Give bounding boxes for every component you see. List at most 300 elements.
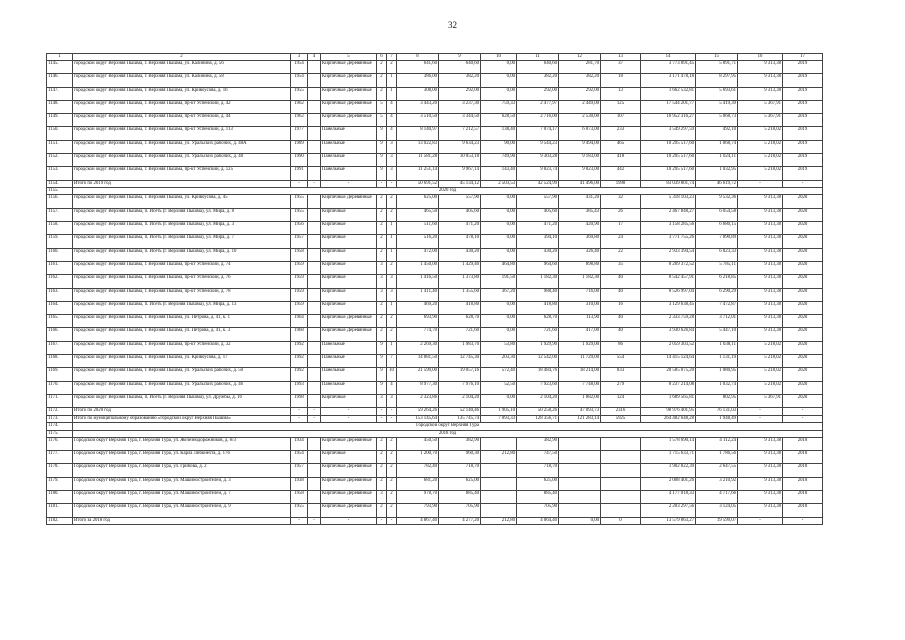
premises-area: 430,20 (439, 248, 481, 261)
build-year: 1962 (291, 114, 308, 127)
floors: 3 (377, 490, 387, 503)
wall-material: Кирпичные (321, 208, 377, 221)
entrances: 2 (387, 477, 397, 490)
cost-per-sqm: 76 131,03 (696, 408, 738, 416)
nonresidential-area (481, 477, 517, 490)
build-year: 1959 (291, 288, 308, 301)
planned-year: 2020 (783, 328, 823, 341)
build-year: 1954 (291, 61, 308, 74)
build-year: 1968 (291, 328, 308, 341)
nonresidential-area: 0,00 (481, 208, 517, 221)
residential-area: 292,00 (517, 87, 559, 100)
premises-area: 12 745,30 (439, 355, 481, 368)
residential-area: 721,60 (517, 328, 559, 341)
cost-per-sqm: 19 599,07 (696, 517, 738, 525)
dash-cell: - (783, 517, 823, 525)
dash-cell: - (377, 408, 387, 416)
entrances: 7 (387, 355, 397, 368)
column-number: 11 (517, 54, 559, 61)
nonresidential-area (481, 437, 517, 450)
total-area: 2 323,86 (397, 394, 439, 407)
row-number: 1148. (47, 100, 73, 113)
row-number: 1172. (47, 408, 73, 416)
address-cell: городской округ Верхняя Пышма, п. Исеть (г. Верхняя Пышма), ул. Дружбы, д. 16 (73, 394, 291, 407)
table-row (47, 451, 823, 464)
table-row (47, 195, 823, 208)
row-number: 1171. (47, 394, 73, 407)
table-row (47, 368, 823, 381)
max-cost-per-sqm: 9 313,38 (738, 261, 783, 274)
address-cell: городской округ Верхняя Пышма, г. Верхняя Пышма, пр-кт Успенский, д. 125 (73, 167, 291, 180)
residents-count (601, 490, 641, 503)
wall-material: Панельные (321, 341, 377, 354)
dash-cell: - (387, 408, 397, 416)
max-cost-per-sqm: 9 313,38 (738, 222, 783, 235)
floors: 9 (377, 127, 387, 140)
residential-owners-area: 292,00 (559, 87, 601, 100)
wall-material: Панельные (321, 140, 377, 153)
planned-year: 2018 (783, 490, 823, 503)
address-cell: городской округ Верхняя Пышма, г. Верхняя Пышма, ул. Петрова, д. 41, к. 1 (73, 315, 291, 328)
cost-per-sqm: 5 891,71 (696, 61, 738, 74)
address-cell: Городской округ Верхняя Тура, г. Верхняя Тура, ул. Карла Либкнехта, д. 176 (73, 451, 291, 464)
entrances: 2 (387, 464, 397, 477)
premises-area: 4 277,20 (439, 517, 481, 525)
address-cell: городской округ Верхняя Пышма, г. Верхняя Пышма, пр-кт Успенский, д. 113 (73, 127, 291, 140)
cost-per-sqm: 1 032,95 (696, 167, 738, 180)
planned-year: 2019 (783, 100, 823, 113)
row-number: 1161. (47, 261, 73, 274)
nonresidential-area: 0,00 (481, 301, 517, 314)
residential-owners-area: 2 449,00 (559, 100, 601, 113)
floors: 2 (377, 301, 387, 314)
nonresidential-area: 212,80 (481, 451, 517, 464)
residents-count: 37 (601, 61, 641, 74)
max-cost-per-sqm: 5 218,02 (738, 154, 783, 167)
repair-cost: 1 715 633,71 (641, 451, 696, 464)
col4 (308, 451, 321, 464)
nonresidential-area: 191,50 (481, 275, 517, 288)
total-area: 11 251,14 (397, 167, 439, 180)
cost-per-sqm: 8 297,95 (696, 74, 738, 87)
column-number: 17 (783, 54, 823, 61)
total-label: Итого по муниципальному образованию «городской округ Верхняя Пышма» (73, 415, 291, 423)
residents-count: 35 (601, 261, 641, 274)
residential-area: 640,60 (517, 61, 559, 74)
floors: 2 (377, 222, 387, 235)
repair-cost: 3 158 285,56 (641, 222, 696, 235)
residents-count: 40 (601, 328, 641, 341)
col4 (308, 301, 321, 314)
residents-count (601, 437, 641, 450)
nonresidential-area: 138,40 (481, 127, 517, 140)
nonresidential-area: 0,00 (481, 248, 517, 261)
residential-area: 9 544,23 (517, 140, 559, 153)
planned-year: 2019 (783, 74, 823, 87)
dash-cell: - (377, 180, 387, 188)
column-number: 4 (308, 54, 321, 61)
wall-material: Кирпичные Деревянные (321, 87, 377, 100)
residents-count: 279 (601, 381, 641, 394)
row-number: 1156. (47, 195, 73, 208)
row-number: 1174. (47, 423, 73, 430)
col4 (308, 87, 321, 100)
nonresidential-area: 0,00 (481, 74, 517, 87)
repair-cost: 10 295 517,60 (641, 167, 696, 180)
row-number: 1153. (47, 167, 73, 180)
section-label: 2020 год (73, 188, 823, 195)
floors: 9 (377, 167, 387, 180)
residential-area: 405,60 (517, 208, 559, 221)
repair-cost: 3 773 891,45 (641, 61, 696, 74)
planned-year: 2020 (783, 288, 823, 301)
total-area: 3 510,50 (397, 114, 439, 127)
premises-area: 405,60 (439, 208, 481, 221)
nonresidential-area: 52,50 (481, 381, 517, 394)
wall-material: Кирпичные Деревянные (321, 100, 377, 113)
nonresidential-area: 53,80 (481, 341, 517, 354)
column-number: 2 (73, 54, 291, 61)
entrances: 2 (387, 490, 397, 503)
entrances: 2 (387, 61, 397, 74)
floors: 9 (377, 381, 387, 394)
residents-count: 2316 (601, 408, 641, 416)
repair-cost: 3 930 626,84 (641, 328, 696, 341)
residential-owners-area (559, 437, 601, 450)
total-area: 1 200,70 (397, 451, 439, 464)
residential-area: 4 064,40 (517, 517, 559, 525)
max-cost-per-sqm: 5 218,02 (738, 381, 783, 394)
planned-year: 2019 (783, 140, 823, 153)
repair-cost: 1 662 532,81 (641, 87, 696, 100)
dash-cell: - (308, 415, 321, 423)
nonresidential-area: 0,00 (481, 195, 517, 208)
floors: 3 (377, 275, 387, 288)
wall-material: Кирпичные (321, 288, 377, 301)
row-number: 1165. (47, 315, 73, 328)
cost-per-sqm: 1 948,49 (696, 415, 738, 423)
row-number: 1166. (47, 328, 73, 341)
table-row (47, 504, 823, 517)
total-area: 693,90 (397, 315, 439, 328)
cost-per-sqm: 5 785,11 (696, 261, 738, 274)
section-row (47, 188, 823, 195)
residential-owners-area: 1 882,00 (559, 394, 601, 407)
residential-area: 7 074,17 (517, 127, 559, 140)
build-year: 1958 (291, 248, 308, 261)
residential-owners-area: 9 183,00 (559, 154, 601, 167)
floors: 2 (377, 477, 387, 490)
repair-cost: 13 579 863,27 (641, 517, 696, 525)
premises-area: 418,80 (439, 301, 481, 314)
residents-count: 465 (601, 140, 641, 153)
residential-area: 382,90 (517, 437, 559, 450)
floors: 5 (377, 100, 387, 113)
floors: 2 (377, 195, 387, 208)
floors: 9 (377, 154, 387, 167)
total-area: 21 599,00 (397, 368, 439, 381)
total-area: 782,40 (397, 464, 439, 477)
total-row (47, 180, 823, 188)
residential-owners-area: 281,70 (559, 61, 601, 74)
build-year: 1992 (291, 341, 308, 354)
planned-year: 2018 (783, 464, 823, 477)
col4 (308, 114, 321, 127)
col4 (308, 167, 321, 180)
wall-material: Кирпичные (321, 222, 377, 235)
row-number: 1179. (47, 477, 73, 490)
entrances: 1 (387, 87, 397, 100)
row-number: 1160. (47, 248, 73, 261)
planned-year: 2020 (783, 261, 823, 274)
premises-area: 1 373,80 (439, 275, 481, 288)
row-number: 1158. (47, 222, 73, 235)
page-number: 32 (448, 20, 457, 30)
repair-cost: 10 295 517,60 (641, 140, 696, 153)
address-cell: городской округ Верхняя Пышма, п. Исеть (г. Верхняя Пышма), ул. Мира, д. 10 (73, 248, 291, 261)
total-area: 3 443,20 (397, 100, 439, 113)
table-row (47, 275, 823, 288)
row-number: 1181. (47, 504, 73, 517)
planned-year: 2020 (783, 248, 823, 261)
address-cell: городской округ Верхняя Пышма, г. Верхняя Пышма, пр-кт Успенский, д. 74 (73, 261, 291, 274)
col4 (308, 248, 321, 261)
max-cost-per-sqm: 9 313,38 (738, 464, 783, 477)
wall-material: Кирпичные Деревянные (321, 114, 377, 127)
residents-count: 1998 (601, 180, 641, 188)
cost-per-sqm: 5 447,10 (696, 328, 738, 341)
column-number: 1 (47, 54, 73, 61)
entrances: 2 (387, 208, 397, 221)
col4 (308, 381, 321, 394)
repair-cost: 3 771 755,26 (641, 235, 696, 248)
max-cost-per-sqm: 9 313,38 (738, 61, 783, 74)
row-number: 1176. (47, 437, 73, 450)
entrances: 3 (387, 167, 397, 180)
residential-owners-area: 9 823,00 (559, 167, 601, 180)
max-cost-per-sqm: 9 313,38 (738, 195, 783, 208)
floors: 2 (377, 248, 387, 261)
residents-count: 16 (601, 301, 641, 314)
total-area: 793,90 (397, 504, 439, 517)
column-number: 15 (696, 54, 738, 61)
residents-count: 5925 (601, 415, 641, 423)
residential-owners-area: 121 283,14 (559, 415, 601, 423)
residents-count: 442 (601, 167, 641, 180)
build-year: 1934 (291, 437, 308, 450)
floors: 2 (377, 61, 387, 74)
residential-owners-area: 382,20 (559, 74, 601, 87)
residential-area: 1 929,90 (517, 341, 559, 354)
col4 (308, 208, 321, 221)
residential-area: 42 524,99 (517, 180, 559, 188)
premises-area: 721,60 (439, 328, 481, 341)
premises-area: 292,00 (439, 87, 481, 100)
total-label: Итого за 2018 год (73, 517, 291, 525)
entrances: 3 (387, 275, 397, 288)
residential-area: 430,20 (517, 248, 559, 261)
max-cost-per-sqm: 5 218,02 (738, 140, 783, 153)
entrances: 1 (387, 74, 397, 87)
max-cost-per-sqm: 9 313,38 (738, 235, 783, 248)
wall-material: Кирпичные Деревянные (321, 74, 377, 87)
cost-per-sqm: 1 131,19 (696, 355, 738, 368)
total-area: 465,50 (397, 208, 439, 221)
entrances: 10 (387, 368, 397, 381)
dash-cell: - (387, 415, 397, 423)
max-cost-per-sqm: 9 313,38 (738, 328, 783, 341)
floors: 2 (377, 464, 387, 477)
col4 (308, 288, 321, 301)
total-area: 14 881,50 (397, 355, 439, 368)
repair-cost: 8 542 457,91 (641, 275, 696, 288)
table-row (47, 61, 823, 74)
dash-cell: - (783, 415, 823, 423)
residential-area: 7 923,60 (517, 381, 559, 394)
floors: 3 (377, 394, 387, 407)
dash-cell: - (377, 517, 387, 525)
entrances: 3 (387, 154, 397, 167)
total-area: 1 450,00 (397, 261, 439, 274)
max-cost-per-sqm: 9 313,38 (738, 451, 783, 464)
address-cell: городской округ Верхняя Пышма, г. Верхняя Пышма, ул. Уральских рабочих, д. 48 (73, 154, 291, 167)
row-number: 1182. (47, 517, 73, 525)
col4 (308, 74, 321, 87)
build-year: 1955 (291, 87, 308, 100)
premises-area: 135 745,74 (439, 415, 481, 423)
build-year: 1959 (291, 275, 308, 288)
total-area: 2 269,30 (397, 341, 439, 354)
table-row (47, 477, 823, 490)
entrances: 1 (387, 301, 397, 314)
floors: 2 (377, 235, 387, 248)
residents-count: 107 (601, 114, 641, 127)
column-number: 16 (738, 54, 783, 61)
total-area: 8 977,30 (397, 381, 439, 394)
address-cell: городской округ Верхняя Пышма, п. Исеть (г. Верхняя Пышма), ул. Мира, д. 7 (73, 235, 291, 248)
residential-area: 2 477,97 (517, 100, 559, 113)
table-row (47, 140, 823, 153)
residents-count: 40 (601, 275, 641, 288)
col4 (308, 261, 321, 274)
nonresidential-area: 0,00 (481, 315, 517, 328)
dash-cell: - (738, 408, 783, 416)
premises-area: 1 429,40 (439, 261, 481, 274)
max-cost-per-sqm: 5 367,91 (738, 394, 783, 407)
dash-cell: - (321, 415, 377, 423)
floors: 9 (377, 341, 387, 354)
wall-material: Кирпичные Деревянные (321, 477, 377, 490)
premises-area: 478,10 (439, 235, 481, 248)
wall-material: Кирпичные Деревянные (321, 437, 377, 450)
cost-per-sqm: 2 647,55 (696, 464, 738, 477)
column-number: 6 (377, 54, 387, 61)
entrances: 3 (387, 288, 397, 301)
planned-year: 2019 (783, 127, 823, 140)
row-number: 1180. (47, 490, 73, 503)
cost-per-sqm: 1 068,74 (696, 140, 738, 153)
col4 (308, 477, 321, 490)
col4 (308, 394, 321, 407)
wall-material: Кирпичные (321, 235, 377, 248)
residential-area: 747,50 (517, 451, 559, 464)
planned-year: 2020 (783, 355, 823, 368)
total-area: 50 691,52 (397, 180, 439, 188)
dash-cell: - (783, 180, 823, 188)
table-row (47, 381, 823, 394)
nonresidential-area: 0,00 (481, 328, 517, 341)
address-cell: Городской округ Верхняя Тура, г. Верхняя Тура, ул. Машиностроителей, д. 3 (73, 477, 291, 490)
total-area: 153 145,64 (397, 415, 439, 423)
residential-owners-area: 113,90 (559, 315, 601, 328)
residents-count: 18 (601, 74, 641, 87)
residents-count: 554 (601, 355, 641, 368)
planned-year: 2020 (783, 222, 823, 235)
nonresidential-area: 367,20 (481, 288, 517, 301)
build-year: 1955 (291, 504, 308, 517)
repair-cost: 2 467 848,27 (641, 208, 696, 221)
planned-year: 2018 (783, 451, 823, 464)
col4 (308, 61, 321, 74)
residential-owners-area: 1 929,00 (559, 341, 601, 354)
residents-count: 22 (601, 248, 641, 261)
total-area: 8 140,97 (397, 127, 439, 140)
dash-cell: - (738, 415, 783, 423)
wall-material: Кирпичные Деревянные (321, 328, 377, 341)
cost-per-sqm: 6 054,58 (696, 208, 738, 221)
entrances: 2 (387, 437, 397, 450)
dash-cell: - (308, 408, 321, 416)
row-number: 1170. (47, 381, 73, 394)
build-year: 1959 (291, 301, 308, 314)
wall-material: Кирпичные Деревянные (321, 195, 377, 208)
repair-cost: 2 059 303,52 (641, 341, 696, 354)
residential-owners-area: 47 093,73 (559, 408, 601, 416)
row-number: 1167. (47, 341, 73, 354)
max-cost-per-sqm: 9 313,38 (738, 248, 783, 261)
entrances: 2 (387, 195, 397, 208)
row-number: 1157. (47, 208, 73, 221)
planned-year: 2020 (783, 195, 823, 208)
address-cell: городской округ Верхняя Пышма, п. Исеть (г. Верхняя Пышма), ул. Мира, д. 13 (73, 301, 291, 314)
entrances: 4 (387, 127, 397, 140)
residential-area: 885,40 (517, 490, 559, 503)
nonresidential-area: 0,00 (481, 222, 517, 235)
nonresidential-area: 464,80 (481, 261, 517, 274)
max-cost-per-sqm: 5 367,91 (738, 100, 783, 113)
floors: 2 (377, 504, 387, 517)
repair-cost: 2 008 401,26 (641, 477, 696, 490)
premises-area: 705,90 (439, 504, 481, 517)
column-number: 13 (601, 54, 641, 61)
max-cost-per-sqm: 9 313,38 (738, 208, 783, 221)
cost-per-sqm: 5 693,61 (696, 87, 738, 100)
premises-area: 718,70 (439, 464, 481, 477)
address-cell: городской округ Верхняя Пышма, г. Верхняя Пышма, ул. Кривоусова, д. 45 (73, 195, 291, 208)
col4 (308, 490, 321, 503)
planned-year: 2020 (783, 208, 823, 221)
total-area: 11 581,28 (397, 154, 439, 167)
residential-area: 18 484,76 (517, 368, 559, 381)
total-row (47, 415, 823, 423)
floors: 5 (377, 114, 387, 127)
planned-year: 2020 (783, 275, 823, 288)
total-area: 1 416,50 (397, 275, 439, 288)
col4 (308, 368, 321, 381)
address-cell: городской округ Верхняя Пышма, г. Верхняя Пышма, пр-кт Успенский, д. 32 (73, 341, 291, 354)
row-number: 1146. (47, 74, 73, 87)
col4 (308, 275, 321, 288)
